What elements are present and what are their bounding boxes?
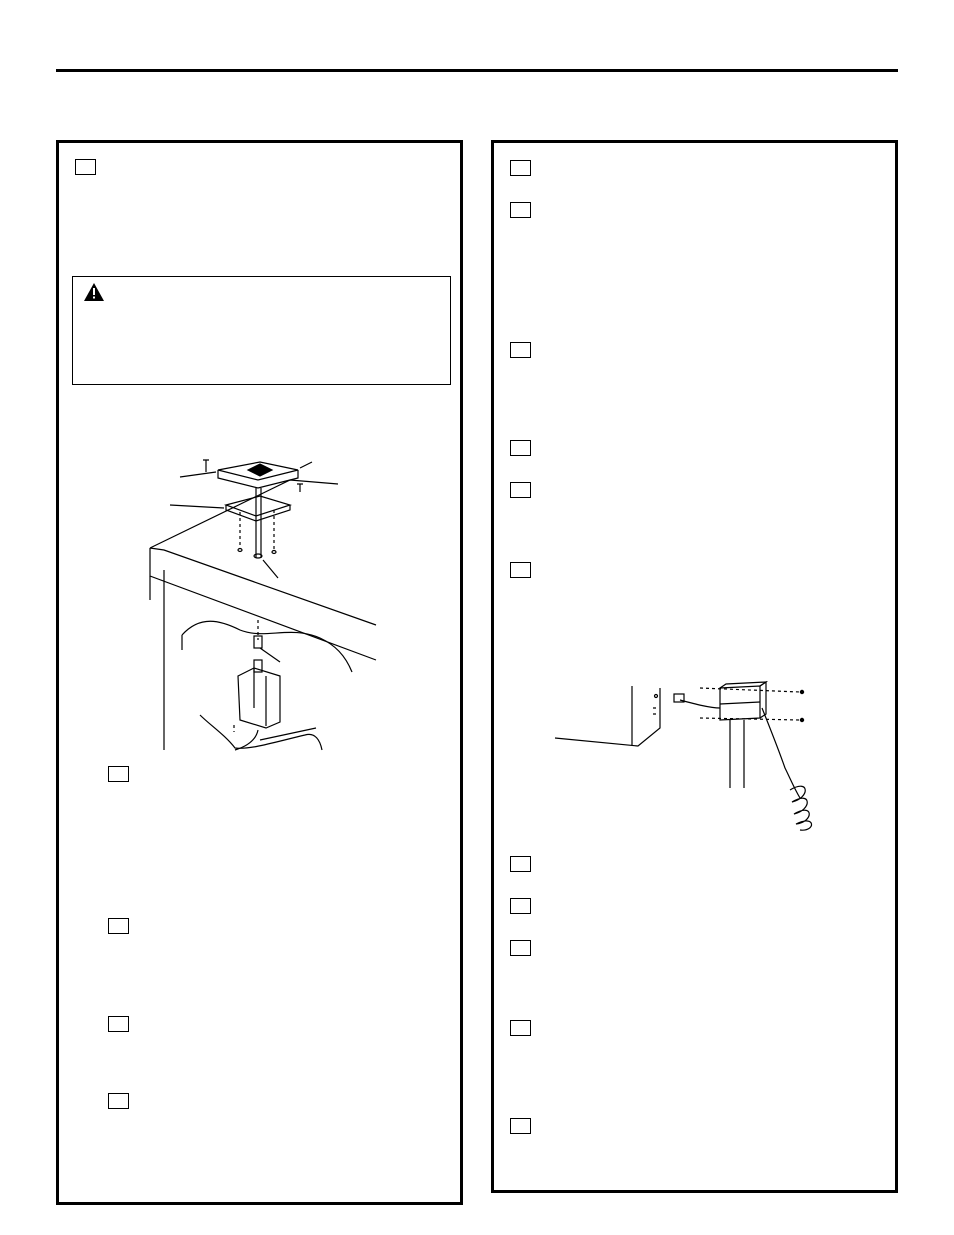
step-checkbox	[510, 856, 531, 872]
step-checkbox	[510, 1118, 531, 1134]
step-checkbox	[510, 898, 531, 914]
header-rule	[56, 69, 898, 72]
step-checkbox	[510, 202, 531, 218]
warning-triangle-icon	[83, 282, 105, 302]
mount-installation-illustration	[130, 450, 390, 760]
warning-box	[72, 276, 451, 385]
step-checkbox	[510, 562, 531, 578]
step-checkbox	[75, 159, 96, 175]
right-instruction-panel	[491, 140, 898, 1193]
step-checkbox	[108, 1093, 129, 1109]
step-checkbox	[510, 342, 531, 358]
cord-box-illustration	[550, 678, 850, 838]
step-checkbox	[510, 440, 531, 456]
step-checkbox	[108, 766, 129, 782]
step-checkbox	[510, 940, 531, 956]
step-checkbox	[510, 482, 531, 498]
step-checkbox	[108, 918, 129, 934]
step-checkbox	[510, 1020, 531, 1036]
step-checkbox	[108, 1016, 129, 1032]
step-checkbox	[510, 160, 531, 176]
